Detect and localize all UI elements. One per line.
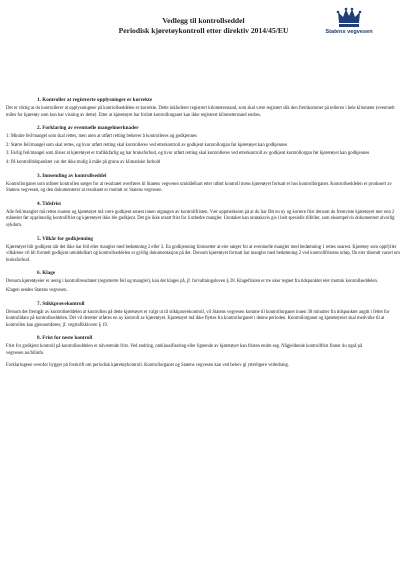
section-paragraph: Kjøretøyet blir godkjent når det ikke har feil eller mangler med bedømning 2 eller 3. En godkjenning forutsetter at eier sørger for at eventuelle mangler med bedømning 1 rettes snarest. Kjøretøy som oppfyller vilkårene vil bli formelt godkjent umiddelbart og kontrollseddelen er gyldig dokumentasjon på det. Dersom kjøretøyet fortsatt har mangler med bedømning 2 ved kontrollfristens utløp, får eier tilsendt varsel om bruksforbud.: [6, 244, 400, 263]
document-title: Vedlegg til kontrollseddel: [162, 16, 245, 25]
section-paragraph: Dersom det fremgår av kontrollseddelen at kontrollen på dette kjøretøyet er valgt ut til stikkprøvekontroll, vil Statens vegvesen komme til kontrollorganet innen 30 minutter fra tidspunktet angitt i feltet for kontrolldato på kontrollseddelen. Det vil deretter utføres en ny kontroll av kjøretøyet. Kjøretøyet må ikke flyttes fra kontrollorganet i denne perioden. Kontrollorganet og kjøretøyeier skal medvirke til at kontrollen kan gjennomføres; jf. vegtrafikkloven § 19.: [6, 309, 390, 328]
section-paragraph: 4: På kontrolltidspunktet var det ikke mulig å måle på grunn av klimatiske forhold: [6, 159, 161, 165]
section-5: [6, 236, 401, 265]
crown-icon: [336, 6, 362, 28]
document-subtitle: Periodisk kjøretøykontroll etter direktiv 2014/45/EU: [118, 26, 289, 35]
section-paragraph: Alle feil/mangler må rettes snarest og kjøretøyet må være godkjent senest innen utgangen av kontrollfristen. Vær oppmerksom på at du har fått en ny og kortere frist dersom du fremviste kjøretøyet mer enn 2 måneder før opprinnelig kontrollfrist og kjøretøyet ikke ble godkjent. Det gis ikke utsatt frist for å utbedre mangler. Unntaket kan unntaksvis gis i helt spesielle tilfeller, som eksempelvis dokumentert alvorlig sykdom.: [6, 209, 395, 228]
section-heading: 6. Klage: [37, 270, 56, 277]
section-4: [6, 201, 401, 230]
statens-vegvesen-logo: [320, 6, 378, 35]
logo-text: Statens vegvesen: [325, 29, 373, 35]
footer-note: Forklaringene ovenfor bygger på forskrift om periodisk kjøretøykontroll. Kontrollorganet og Statens vegvesen kan ved behov gi ytterligere veiledning.: [6, 363, 290, 369]
section-paragraph: 1: Mindre feil/mangel som skal rettes, men uten at utført retting behøver å kontrolleres og godkjennes: [6, 134, 197, 140]
section-paragraph: Kontrollorganet som utfører kontrollen sørger for at resultatet overføres til Statens vegvesen umiddelbart etter utført kontroll mens kjøretøyet fortsatt er hos kontrollorganet. Kontrollseddelen er produsert av Statens vegvesen, og den dokumenterer at resultatet er mottatt av Statens vegvesen.: [6, 181, 392, 194]
section-heading: 2. Forklaring av eventuelle mangelmerknader: [37, 125, 139, 132]
section-7: [6, 301, 401, 330]
section-paragraph: Det er viktig at du kontrollerer at opplysningene på kontrollseddelen er korrekte. Dette inkluderer registrert kilometerstand, som skal være registert slik den fremkommer på telleren i hele kilometer (eventuelt miles for kjøretøy som kun har visning av dette). Etter at kjøretøyet har forlatt kontrollorganet kan ikke registrert kilometerstand endres.: [6, 106, 395, 118]
section-3: [6, 173, 401, 195]
section-paragraph: 3: Farlig feil/mangel som tilsier at kjøretøyet er trafikkfarlig og har bruksforbud, og hvor utført retting skal kontrolleres ved etterkontroll av godkjent kontrollorgan før kjøretøyet kan godkjennes: [6, 151, 370, 157]
section-paragraph: Klagen sendes Statens vegvesen.: [6, 287, 68, 293]
section-paragraph: 2: Større feil/mangel som skal rettes, og hvor utført retting skal kontrolleres ved etterkontroll av godkjent kontrollorgan før kjøretøyet kan godkjennes: [6, 142, 288, 148]
section-8: [6, 335, 401, 357]
section-1: [6, 97, 401, 119]
section-heading: 3. Innsending av kontrollseddel: [37, 172, 107, 179]
section-6: [6, 270, 401, 294]
section-heading: 8. Frist for neste kontroll: [37, 335, 93, 342]
section-heading: 7. Stikkprøvekontroll: [37, 300, 85, 307]
section-heading: 1. Kontroller at registrerte opplysninger er korrekte: [37, 97, 153, 103]
document-body: [6, 97, 401, 370]
section-heading: 4. Tidsfrist: [37, 200, 62, 207]
section-heading: 5. Vilkår for godkjenning: [37, 235, 94, 242]
section-paragraph: Frist for godkjent kontroll på kontrollseddelen er nåværende frist. Ved endring, omklassifisering eller lignende av kjøretøyet kan fristen endre seg. Någjeldende kontrollfrist finner du også på vegvesen.no/bilinfo.: [6, 344, 363, 356]
section-2: [6, 125, 401, 166]
section-paragraph: Dersom kjøretøyeier er uenig i kontrollresultatet (registrerte feil og mangler), kan det klages på, jf. forvaltningsloven § 28. Klagefristen er tre uker regnet fra tidspunktet eier mottok kontrollseddelen.: [6, 279, 379, 285]
